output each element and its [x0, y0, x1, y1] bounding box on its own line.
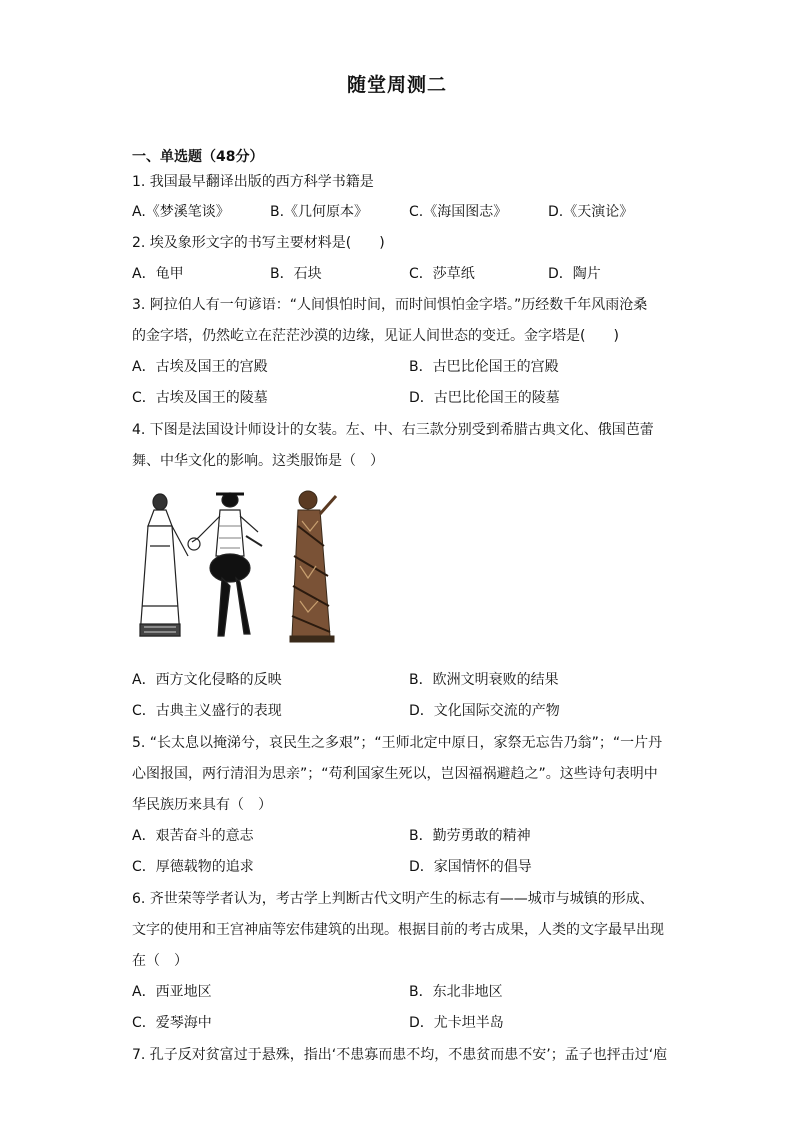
q6-option-a[interactable]: A．西亚地区	[132, 984, 212, 1000]
q3-option-c[interactable]: C．古埃及国王的陵墓	[132, 390, 268, 406]
question-2-stem: 2. 埃及象形文字的书写主要材料是( )	[132, 235, 385, 251]
question-6-stem-line3: 在（ ）	[132, 953, 188, 969]
right-figure-chinese-robe	[290, 491, 336, 642]
question-1-stem: 1. 我国最早翻译出版的西方科学书籍是	[132, 174, 374, 190]
q5-option-c[interactable]: C．厚德载物的追求	[132, 859, 254, 875]
question-2-options	[132, 264, 672, 284]
q2-option-d[interactable]: D．陶片	[548, 266, 601, 282]
question-4-options-row1	[132, 670, 672, 690]
q2-option-b[interactable]: B．石块	[270, 266, 322, 282]
q4-option-a[interactable]: A．西方文化侵略的反映	[132, 672, 282, 688]
question-5-stem-line2: 心图报国，两行清泪为思亲”；“苟利国家生死以，岂因福祸避趋之”。这些诗句表明中	[132, 766, 658, 782]
question-6-options-row2	[132, 1013, 672, 1033]
q3-option-d[interactable]: D．古巴比伦国王的陵墓	[409, 390, 560, 406]
question-3-options-row2	[132, 388, 672, 408]
question-3-options-row1	[132, 357, 672, 377]
middle-figure-ballet-costume	[188, 493, 262, 636]
question-6-stem-line2: 文字的使用和王宫神庙等宏伟建筑的出现。根据目前的考古成果，人类的文字最早出现	[132, 922, 664, 938]
fashion-illustration	[132, 486, 344, 656]
q2-option-a[interactable]: A．龟甲	[132, 266, 184, 282]
section-heading: 一、单选题（48分）	[132, 149, 264, 165]
q1-option-d[interactable]: D.《天演论》	[548, 204, 634, 220]
q1-option-b[interactable]: B.《几何原本》	[270, 204, 369, 220]
left-figure-greek-gown	[140, 494, 188, 636]
question-5-options-row2	[132, 857, 672, 877]
q3-option-b[interactable]: B．古巴比伦国王的宫殿	[409, 359, 559, 375]
question-6-stem-line1: 6. 齐世荣等学者认为，考古学上判断古代文明产生的标志有——城市与城镇的形成、	[132, 891, 654, 907]
question-5-stem-line3: 华民族历来具有（ ）	[132, 797, 272, 813]
q1-option-c[interactable]: C.《海国图志》	[409, 204, 508, 220]
q4-option-b[interactable]: B．欧洲文明衰败的结果	[409, 672, 559, 688]
question-4-options-row2	[132, 701, 672, 721]
page-title: 随堂周测二	[346, 74, 447, 96]
question-5-options-row1	[132, 826, 672, 846]
question-6-options-row1	[132, 982, 672, 1002]
question-4-stem-line1: 4. 下图是法国设计师设计的女装。左、中、右三款分别受到希腊古典文化、俄国芭蕾	[132, 422, 654, 438]
q5-option-b[interactable]: B．勤劳勇敢的精神	[409, 828, 531, 844]
question-5-stem-line1: 5. “长太息以掩涕兮，哀民生之多艰”；“王师北定中原日，家祭无忘告乃翁”；“一片丹	[132, 735, 663, 751]
q3-option-a[interactable]: A．古埃及国王的宫殿	[132, 359, 268, 375]
q6-option-d[interactable]: D．尤卡坦半岛	[409, 1015, 504, 1031]
question-7-stem-line1: 7. 孔子反对贫富过于悬殊，指出‘不患寡而患不均，不患贫而患不安’；孟子也抨击过‘庖	[132, 1047, 668, 1063]
q4-option-c[interactable]: C．古典主义盛行的表现	[132, 703, 282, 719]
q1-option-a[interactable]: A.《梦溪笔谈》	[132, 204, 230, 220]
question-3-stem-line1: 3. 阿拉伯人有一句谚语：“人间惧怕时间，而时间惧怕金字塔。”历经数千年风雨沧桑	[132, 297, 648, 313]
question-4-stem-line2: 舞、中华文化的影响。这类服饰是（ ）	[132, 453, 384, 469]
fashion-figures-drawing	[132, 486, 344, 656]
q2-option-c[interactable]: C．莎草纸	[409, 266, 475, 282]
question-1-options	[132, 202, 672, 222]
q5-option-a[interactable]: A．艰苦奋斗的意志	[132, 828, 254, 844]
question-3-stem-line2: 的金字塔，仍然屹立在茫茫沙漠的边缘，见证人间世态的变迁。金字塔是( )	[132, 328, 619, 344]
q6-option-c[interactable]: C．爱琴海中	[132, 1015, 212, 1031]
q4-option-d[interactable]: D．文化国际交流的产物	[409, 703, 560, 719]
q6-option-b[interactable]: B．东北非地区	[409, 984, 503, 1000]
q5-option-d[interactable]: D．家国情怀的倡导	[409, 859, 532, 875]
